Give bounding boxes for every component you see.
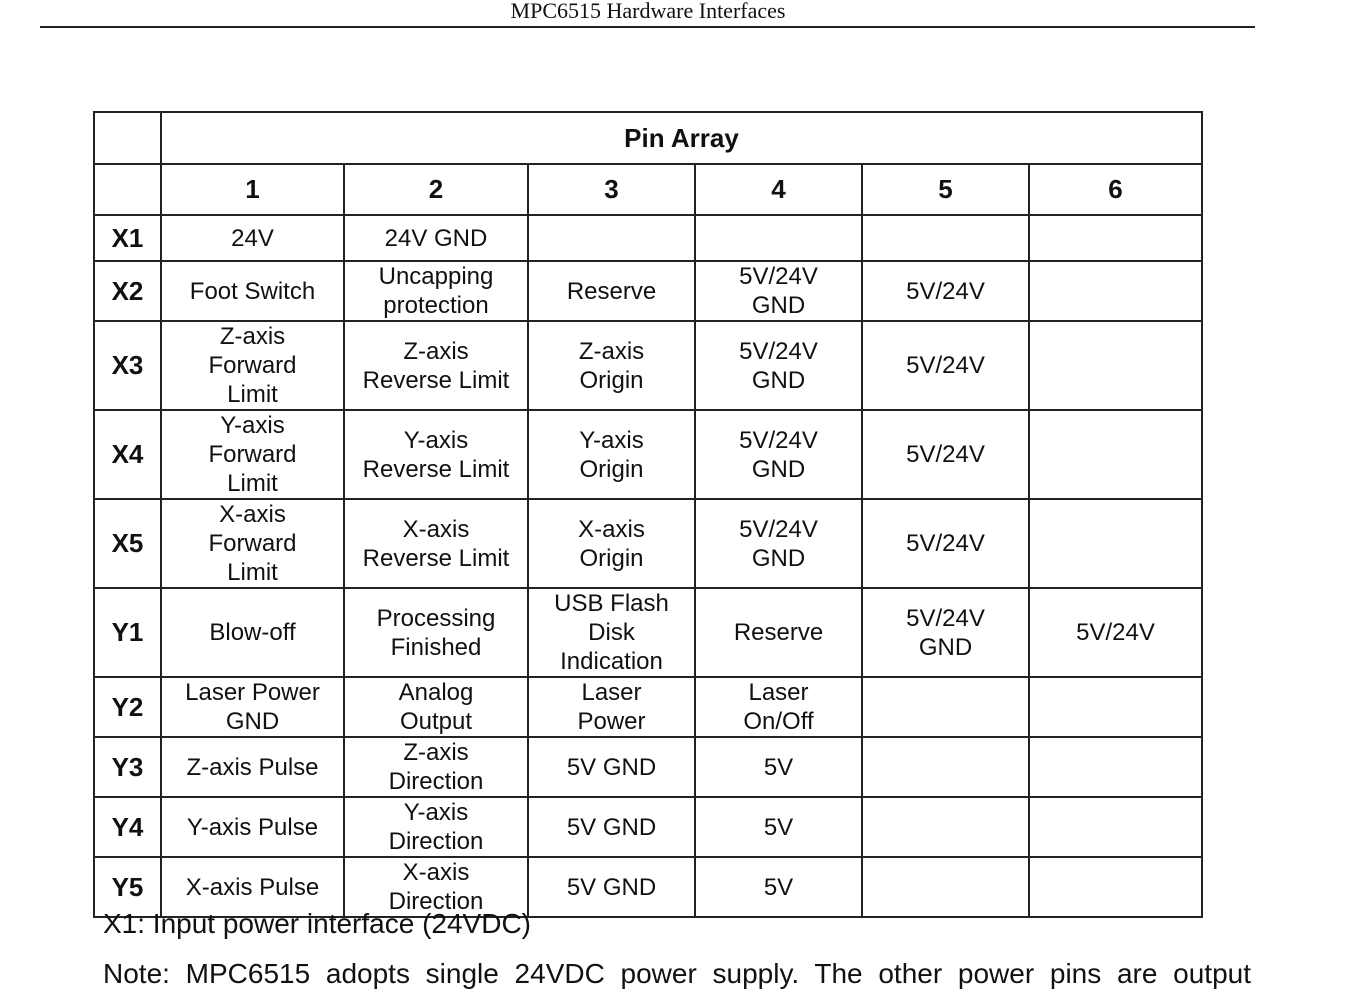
pin-cell: 5V GND (528, 737, 695, 797)
column-header: 2 (344, 164, 528, 215)
pin-cell: Uncapping protection (344, 261, 528, 321)
row-header: X1 (94, 215, 161, 261)
pin-cell: Laser Power GND (161, 677, 344, 737)
row-header: Y5 (94, 857, 161, 917)
pin-cell (1029, 321, 1202, 410)
table-row (94, 410, 1202, 499)
column-header: 4 (695, 164, 862, 215)
row-header: Y3 (94, 737, 161, 797)
pin-cell: 5V (695, 857, 862, 917)
pin-cell: Y-axis Origin (528, 410, 695, 499)
row-header: Y4 (94, 797, 161, 857)
page-header (0, 0, 1356, 28)
row-header: X4 (94, 410, 161, 499)
pin-cell: Processing Finished (344, 588, 528, 677)
table-row (94, 499, 1202, 588)
column-header: 5 (862, 164, 1029, 215)
pin-assignment-table (93, 111, 1203, 918)
pin-cell: Reserve (528, 261, 695, 321)
pin-cell: X-axis Reverse Limit (344, 499, 528, 588)
pin-cell (862, 215, 1029, 261)
pin-cell: Z-axis Pulse (161, 737, 344, 797)
row-header: X5 (94, 499, 161, 588)
pin-cell (1029, 410, 1202, 499)
row-header: Y1 (94, 588, 161, 677)
pin-cell (1029, 737, 1202, 797)
pin-cell: 5V/24V (862, 410, 1029, 499)
pin-cell: X-axis Forward Limit (161, 499, 344, 588)
pin-cell: 24V GND (344, 215, 528, 261)
pin-cell: Analog Output (344, 677, 528, 737)
pin-cell: 5V/24V (862, 499, 1029, 588)
pin-cell: 5V/24V (862, 321, 1029, 410)
pin-cell: X-axis Pulse (161, 857, 344, 917)
column-header: 6 (1029, 164, 1202, 215)
row-header: Y2 (94, 677, 161, 737)
column-header: 3 (528, 164, 695, 215)
table-row (94, 737, 1202, 797)
table-corner-cell-lower (94, 164, 161, 215)
pin-cell: Laser On/Off (695, 677, 862, 737)
row-header: X3 (94, 321, 161, 410)
pin-cell (862, 797, 1029, 857)
pin-cell: Reserve (695, 588, 862, 677)
table-row (94, 261, 1202, 321)
pin-cell (1029, 215, 1202, 261)
pin-cell: Z-axis Reverse Limit (344, 321, 528, 410)
pin-cell: Y-axis Forward Limit (161, 410, 344, 499)
pin-cell: 5V/24V GND (695, 499, 862, 588)
pin-cell: 24V (161, 215, 344, 261)
header-divider (40, 26, 1255, 28)
table-corner-cell (94, 112, 161, 164)
table-row (94, 321, 1202, 410)
pin-cell: 5V (695, 737, 862, 797)
power-note: Note: MPC6515 adopts single 24VDC power supply. The other power pins are output (103, 958, 1251, 989)
pin-array-header: Pin Array (161, 112, 1202, 164)
x1-description: X1: Input power interface (24VDC) (103, 908, 531, 939)
table-row (94, 215, 1202, 261)
pin-cell: 5V/24V GND (695, 261, 862, 321)
column-header-row (94, 164, 1202, 215)
table-row (94, 588, 1202, 677)
pin-cell: 5V (695, 797, 862, 857)
pin-cell: 5V/24V (862, 261, 1029, 321)
pin-cell: 5V GND (528, 797, 695, 857)
pin-cell: Y-axis Reverse Limit (344, 410, 528, 499)
page-title: MPC6515 Hardware Interfaces (510, 0, 786, 23)
row-header: X2 (94, 261, 161, 321)
pin-cell (695, 215, 862, 261)
pin-cell: Z-axis Forward Limit (161, 321, 344, 410)
pin-cell: Foot Switch (161, 261, 344, 321)
pin-cell: Blow-off (161, 588, 344, 677)
pin-cell (1029, 857, 1202, 917)
pin-cell (1029, 797, 1202, 857)
table-row (94, 797, 1202, 857)
pin-cell: 5V/24V (1029, 588, 1202, 677)
pin-cell: Z-axis Origin (528, 321, 695, 410)
pin-cell (862, 857, 1029, 917)
pin-cell: Laser Power (528, 677, 695, 737)
pin-cell: 5V/24V GND (862, 588, 1029, 677)
pin-cell: USB Flash Disk Indication (528, 588, 695, 677)
pin-cell: Z-axis Direction (344, 737, 528, 797)
pin-cell (1029, 499, 1202, 588)
pin-cell: 5V GND (528, 857, 695, 917)
pin-cell (862, 677, 1029, 737)
pin-cell (1029, 677, 1202, 737)
column-header: 1 (161, 164, 344, 215)
pin-cell: 5V/24V GND (695, 321, 862, 410)
pin-cell: Y-axis Direction (344, 797, 528, 857)
pin-cell (528, 215, 695, 261)
pin-cell: Y-axis Pulse (161, 797, 344, 857)
pin-cell: X-axis Direction (344, 857, 528, 917)
pin-cell: X-axis Origin (528, 499, 695, 588)
pin-cell (1029, 261, 1202, 321)
pin-cell (862, 737, 1029, 797)
table-row (94, 677, 1202, 737)
pin-cell: 5V/24V GND (695, 410, 862, 499)
